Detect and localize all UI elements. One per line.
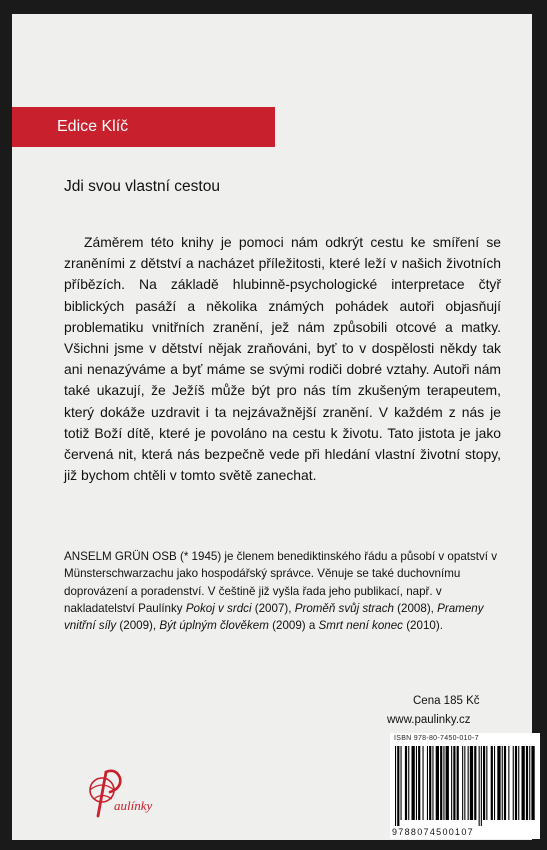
barcode-bar [423, 746, 424, 820]
price-label: Cena 185 Kč [413, 695, 480, 707]
barcode-bar [497, 746, 500, 820]
barcode-bar [405, 746, 407, 820]
barcode-bar [412, 746, 415, 820]
description-block [64, 232, 501, 486]
barcode-bar [462, 746, 463, 820]
barcode-bar [408, 746, 409, 820]
barcode-bar [494, 746, 495, 820]
barcode-bar [481, 746, 482, 826]
author-bio-text [64, 548, 501, 634]
author-bio [64, 548, 501, 634]
barcode-bar [502, 746, 503, 820]
barcode-bar [470, 746, 473, 820]
bio-book-title: Smrt není konec [318, 619, 403, 633]
barcode-bar [457, 746, 459, 820]
barcode-bar [468, 746, 469, 820]
bio-text: (2008), [393, 601, 438, 615]
barcode-bar [486, 746, 487, 820]
barcode-area [390, 733, 540, 839]
barcode-bar [440, 746, 442, 820]
barcode-bar [443, 746, 444, 820]
barcode-icon [393, 746, 537, 826]
barcode-bar [513, 746, 514, 820]
barcode-bar [529, 746, 530, 820]
barcode-bar [504, 746, 506, 820]
barcode-bar [515, 746, 517, 820]
barcode-bar [401, 746, 402, 820]
barcode-bar [522, 746, 525, 820]
barcode-bar [479, 746, 480, 826]
barcode-bar [508, 746, 509, 820]
barcode-bar [483, 746, 485, 820]
barcode-bar [474, 746, 476, 820]
svg-text:aulínky: aulínky [114, 798, 153, 813]
barcode-bar [526, 746, 528, 820]
barcode-bar [432, 746, 433, 820]
paulinky-logo-icon [86, 766, 176, 822]
bio-text: (2010). [402, 619, 443, 633]
barcode-bar [395, 746, 396, 826]
barcode-bar [453, 746, 455, 820]
bio-intro: ANSELM GRÜN OSB (* 1945) je členem benediktinského řádu a působí v opatství v Münsterschwarzachu jako hospodářský správce. Věnuje se také duchovnímu doprovázení a poradenství. V češtině již vyšla řada jeho publikací, např. v nakladatelství Paulínky [64, 550, 498, 615]
barcode-bar [531, 746, 534, 820]
bio-book-title: Prameny vnitřní síly [64, 601, 484, 633]
barcode-number: 9788074500107 [392, 827, 474, 837]
barcode-bar [436, 746, 439, 820]
bio-text: (2009), [116, 619, 160, 633]
bio-text: (2007), [251, 601, 295, 615]
isbn-label: ISBN 978-80-7450-010-7 [394, 735, 479, 742]
description-text: Záměrem této knihy je pomoci nám odkrýt cestu ke smíření se zraněními z dětství a nacházet příležitosti, které leží v našich životních příbězích. Na základě hlubinně-psychologické interpretace čtyř biblických pasáží a několika známých pohádek autoři objasňují problematiku vnitřních zranění, jež nám způsobili otcové a matky. Všichni jsme v dětství nějak zraňováni, byť to v dospělosti někdy tak ani nenazýváme a byť máme se svými rodiči dobré vztahy. Autoři nám také ukazují, že Ježíš může být pro nás tím zkušeným terapeutem, který dokáže uzdravit i ta nejzávažnější zranění. V každém z nás je totiž Boží dítě, které je povoláno na cestu k životu. Tato jistota je jako červená nit, která nás bezpečně vede při hledání vlastní životní stopy, již bychom chtěli v tomto světě zanechat. [64, 234, 501, 484]
barcode-bar [416, 746, 417, 820]
barcode-bar [427, 746, 428, 820]
bio-book-title: Být úplným člověkem [159, 619, 269, 633]
barcode-bar [418, 746, 420, 820]
barcode-bar [429, 746, 431, 820]
barcode-bar [491, 746, 493, 820]
publisher-logo [86, 766, 176, 827]
website-url: www.paulinky.cz [387, 714, 471, 726]
barcode-bar [464, 746, 465, 820]
bio-book-title: Pokoj v srdci [185, 601, 252, 615]
bio-text: (2009) a [268, 619, 319, 633]
bio-book-title: Proměň svůj strach [294, 601, 394, 615]
book-subtitle: Jdi svou vlastní cestou [64, 178, 220, 195]
barcode-bar [397, 746, 399, 826]
series-label: Edice Klíč [12, 107, 275, 147]
barcode-bar [451, 746, 452, 820]
back-cover [12, 14, 532, 840]
barcode-bar [446, 746, 449, 820]
barcode-bar [518, 746, 519, 820]
